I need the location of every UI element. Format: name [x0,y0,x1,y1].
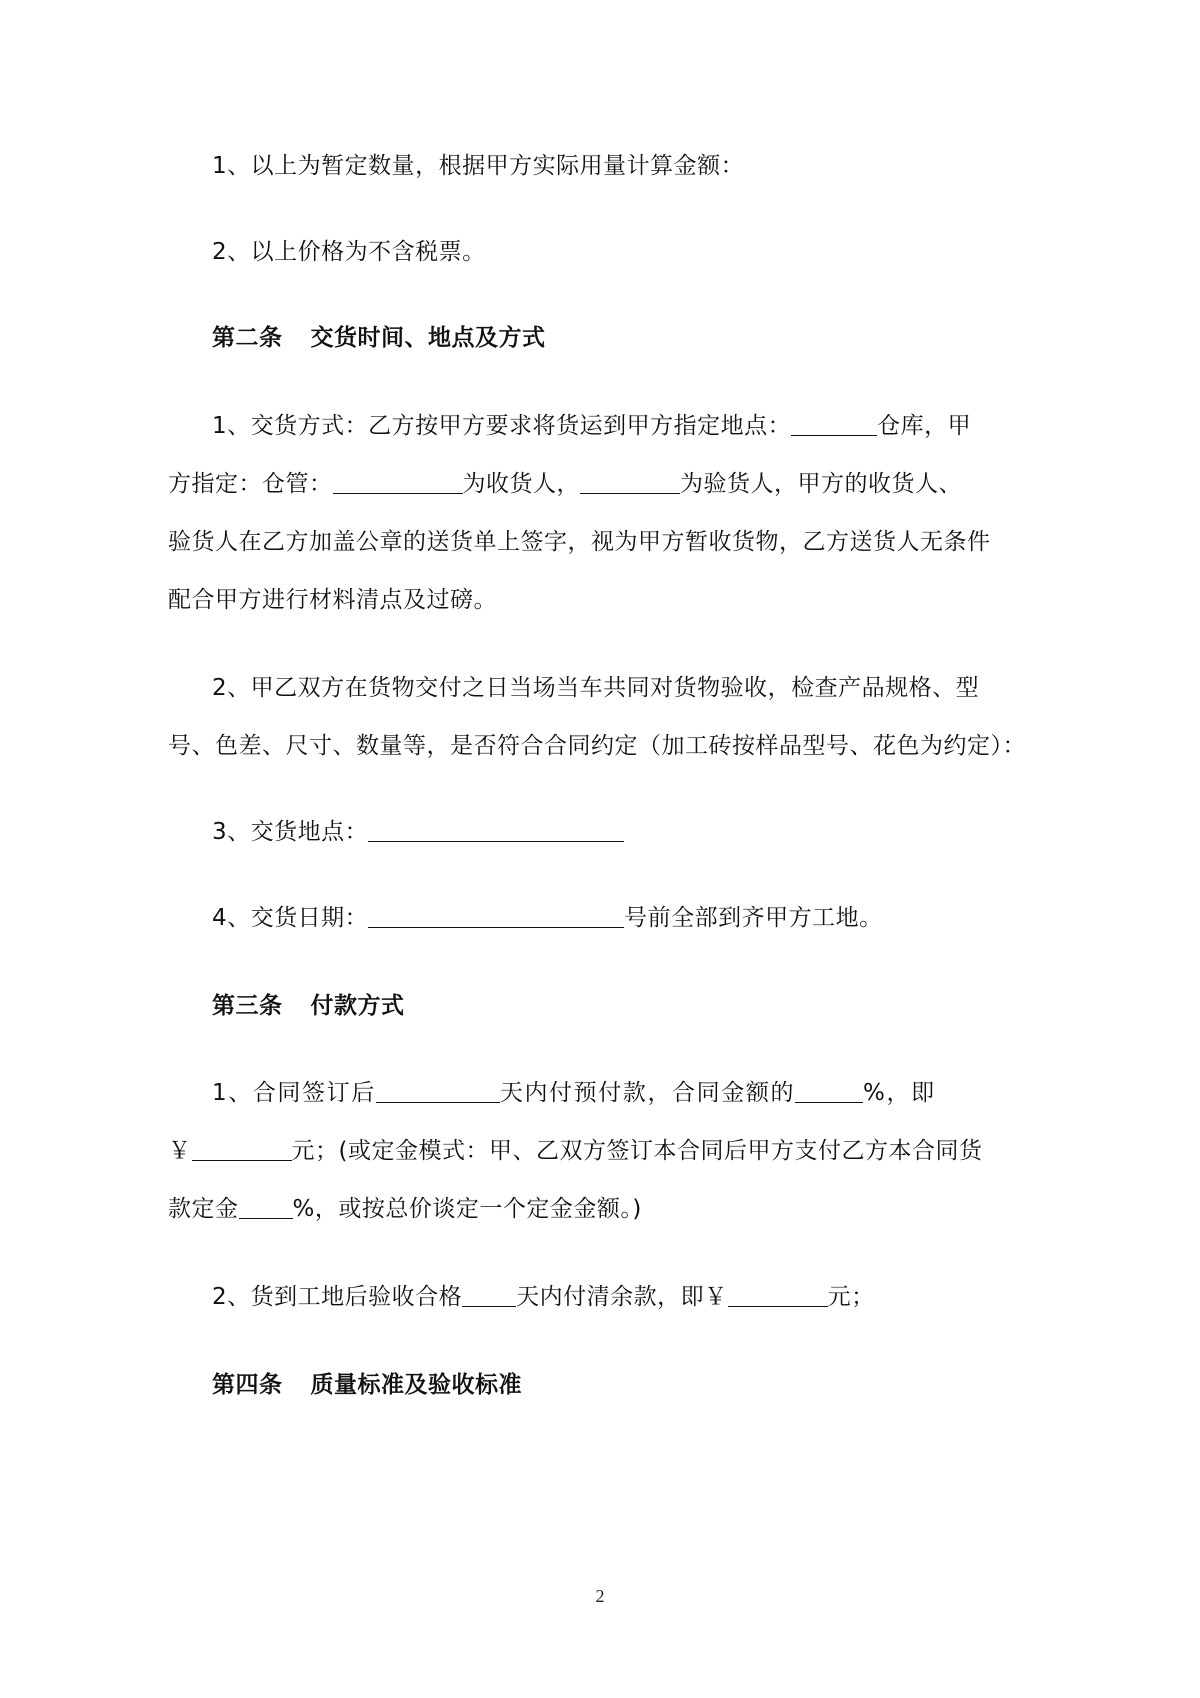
payment-line-2: ￥ 元；(或定金模式：甲、乙双方签订本合同后甲方支付乙方本合同货 [168,1138,983,1164]
article-2-heading [212,322,546,354]
delivery-date-blank-field[interactable] [368,903,624,928]
prepayment-days-blank-field[interactable] [376,1078,500,1103]
article-number: 第二条 [212,325,283,351]
delivery-location-line: 3、交货地点： [212,816,624,848]
delivery-method-line-3: 验货人在乙方加盖公章的送货单上签字，视为甲方暂收货物，乙方送货人无条件 [168,529,991,555]
delivery-location-blank-field[interactable] [368,817,624,842]
note-quantity: 1、以上为暂定数量，根据甲方实际用量计算金额： [212,153,745,179]
deposit-percent-blank-field[interactable] [239,1194,293,1219]
note-price: 2、以上价格为不含税票。 [212,239,486,265]
article-4-heading [212,1369,522,1401]
payment-line-3: 款定金 %，或按总价谈定一个定金金额。) [168,1196,642,1222]
delivery-method-line-1: 1、交货方式：乙方按甲方要求将货运到甲方指定地点： 仓库，甲 [212,413,972,439]
delivery-method-line-2: 方指定：仓管： 为收货人， 为验货人，甲方的收货人、 [168,471,962,497]
prepayment-amount-blank-field[interactable] [192,1136,292,1161]
article-title: 质量标准及验收标准 [310,1372,522,1398]
article-number: 第四条 [212,1372,283,1398]
article-title: 付款方式 [310,993,405,1019]
payment-line-1: 1、合同签订后 天内付预付款，合同金额的 %，即 [212,1080,936,1106]
inspection-line-1: 2、甲乙双方在货物交付之日当场当车共同对货物验收，检查产品规格、型 [212,675,980,701]
inspector-blank-field[interactable] [580,469,680,494]
page-number: 2 [595,1586,605,1606]
balance-amount-blank-field[interactable] [728,1282,828,1307]
receiver-blank-field[interactable] [333,469,463,494]
article-title: 交货时间、地点及方式 [310,325,546,351]
delivery-date-line: 4、交货日期： 号前全部到齐甲方工地。 [212,905,883,931]
delivery-method-line-4: 配合甲方进行材料清点及过磅。 [168,587,497,613]
article-number: 第三条 [212,993,283,1019]
balance-payment-line: 2、货到工地后验收合格 天内付清余款，即￥ 元； [212,1284,875,1310]
balance-days-blank-field[interactable] [462,1282,516,1307]
warehouse-blank-field[interactable] [791,411,877,436]
inspection-line-2: 号、色差、尺寸、数量等，是否符合合同约定（加工砖按样品型号、花色为约定）： [168,733,1026,759]
article-3-heading [212,990,405,1022]
prepayment-percent-blank-field[interactable] [795,1078,863,1103]
